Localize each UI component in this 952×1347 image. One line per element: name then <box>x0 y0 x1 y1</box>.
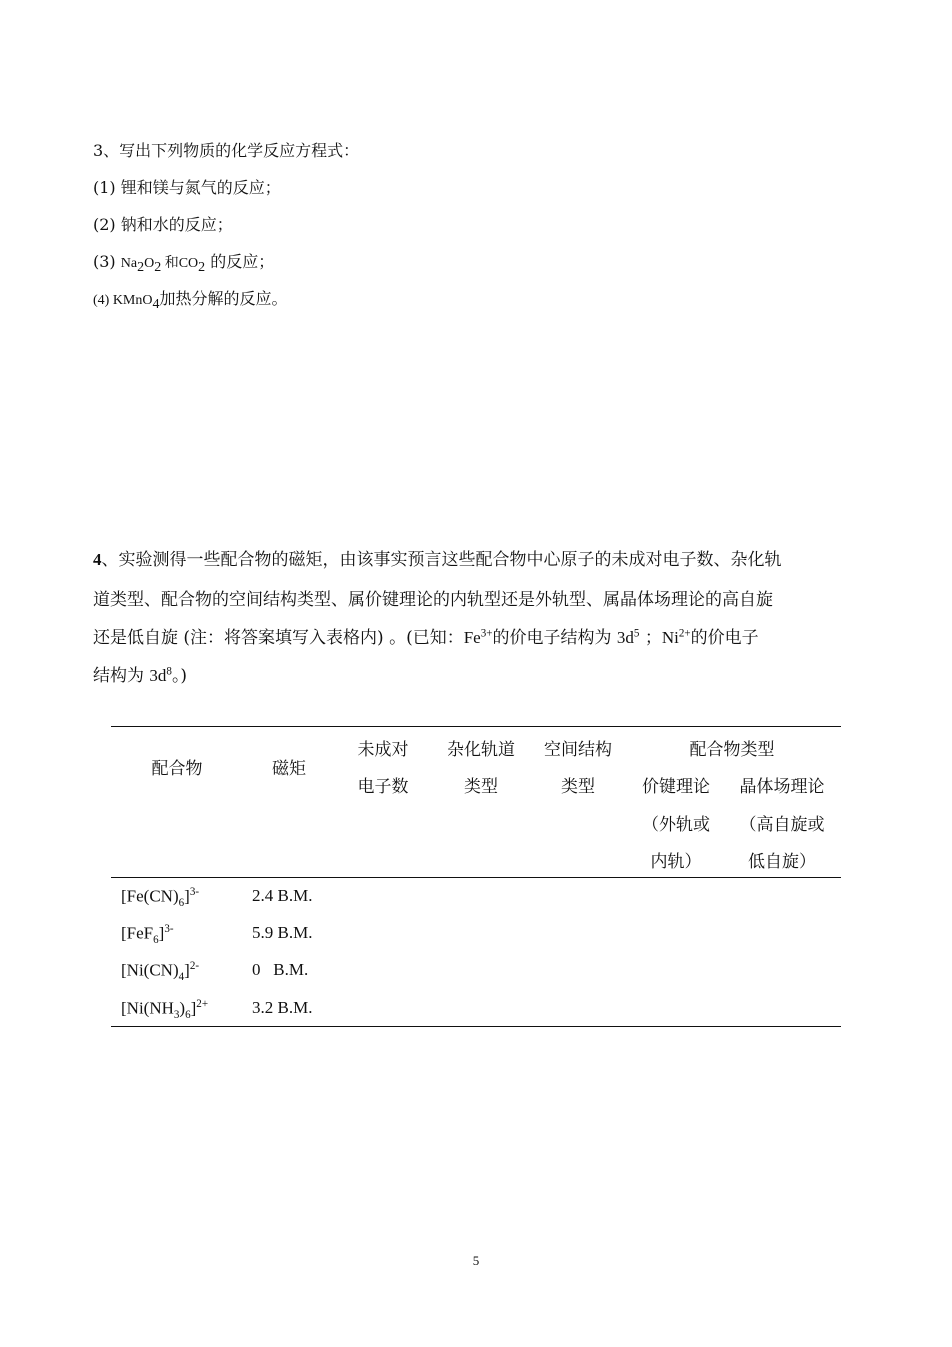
header-valence-bond-3: 内轨） <box>650 852 702 872</box>
table-row-complex: $[FeF_6]^{3-}$ <box>121 923 174 947</box>
header-valence-bond-2: （外轨或 <box>642 815 710 835</box>
q3-title: 3、写出下列物质的化学反应方程式： <box>93 141 360 160</box>
table-row-moment: 2.4 B.M. <box>252 886 313 905</box>
table-row-moment: 0 B.M. <box>252 960 309 979</box>
header-crystal-field-3: 低自旋） <box>748 852 816 872</box>
header-shape-2: 类型 <box>561 777 595 797</box>
complex-table <box>111 726 841 1028</box>
q4-line-3: 还是低自旋 (注：将答案填写入表格内) 。(已知：$Fe^{3+}$的价电子结构为 $3d^5$ ；$Ni^{2+}$的价电子 <box>93 627 759 648</box>
q4-line-4: 结构为 $3d^8$。) <box>93 665 188 686</box>
table-row-complex: $[Fe(CN)_6]^{3-}$ <box>121 886 200 910</box>
header-magnetic-moment: 磁矩 <box>272 759 306 779</box>
header-unpaired-2: 电子数 <box>357 777 409 797</box>
header-crystal-field-1: 晶体场理论 <box>739 777 825 797</box>
q4-line-2: 道类型、配合物的空间结构类型、属价键理论的内轨型还是外轨型、属晶体场理论的高自旋 <box>93 590 773 610</box>
header-hybrid-1: 杂化轨道 <box>447 740 515 760</box>
table-row-complex: $[Ni(CN)_4]^{2-}$ <box>121 960 200 984</box>
q3-item-2: (2) 钠和水的反应； <box>93 215 233 234</box>
table-top-rule <box>111 726 841 727</box>
q3-item-4: (4) KMnO$_4$加热分解的反应。 <box>93 289 288 313</box>
q4-line-1: 4、实验测得一些配合物的磁矩，由该事实预言这些配合物中心原子的未成对电子数、杂化轨 <box>93 550 782 570</box>
header-complex-type: 配合物类型 <box>689 740 775 760</box>
header-shape-1: 空间结构 <box>544 740 612 760</box>
header-unpaired-1: 未成对 <box>357 740 409 760</box>
table-row-complex: $[Ni(NH_3)_6]^{2+}$ <box>121 998 209 1022</box>
header-valence-bond-1: 价键理论 <box>642 777 710 797</box>
header-hybrid-2: 类型 <box>464 777 498 797</box>
q3-item-3: (3) $Na_2O_2$ 和$CO_2$ 的反应； <box>93 252 275 276</box>
header-crystal-field-2: （高自旋或 <box>739 815 825 835</box>
header-complex: 配合物 <box>151 759 203 779</box>
q3-item-1: (1) 锂和镁与氮气的反应； <box>93 178 281 197</box>
table-row-moment: 3.2 B.M. <box>252 998 313 1017</box>
table-row-moment: 5.9 B.M. <box>252 923 313 942</box>
table-bottom-rule <box>111 1026 841 1027</box>
page-number: 5 <box>472 1253 480 1268</box>
table-header-rule <box>111 877 841 878</box>
